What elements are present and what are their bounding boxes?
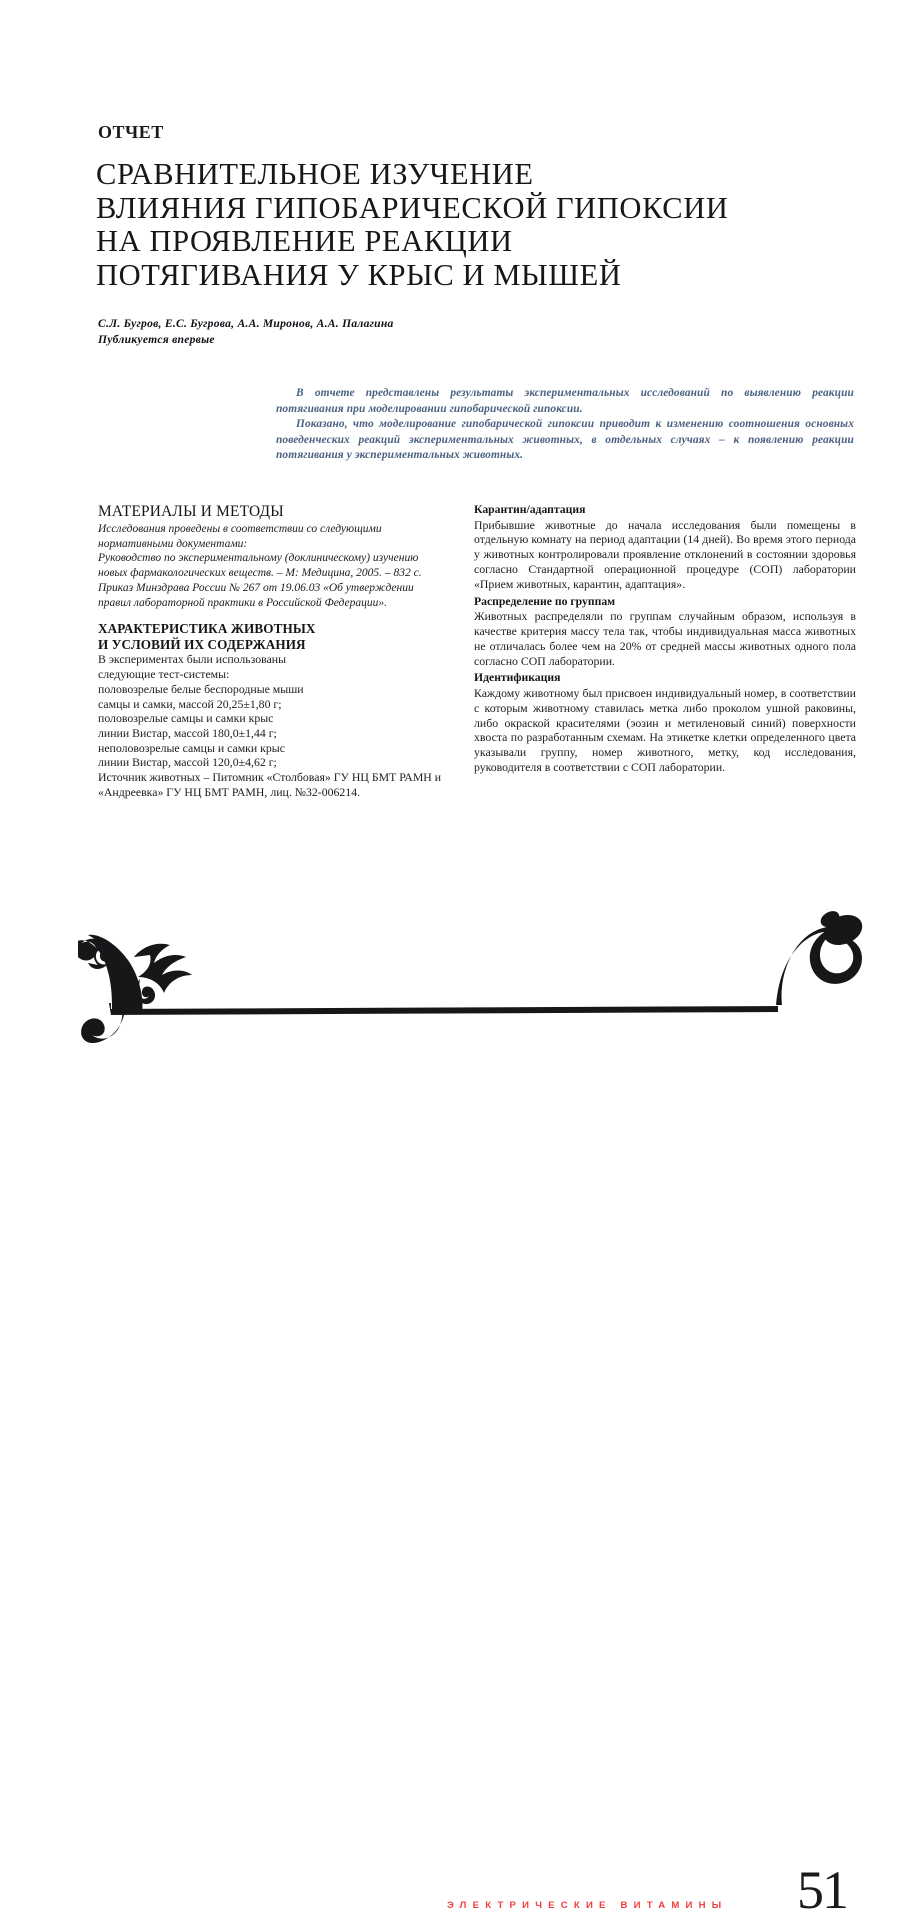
section-heading-animal-characteristics-line1: ХАРАКТЕРИСТИКА ЖИВОТНЫХ (98, 621, 316, 637)
decorative-flourish-icon (78, 905, 868, 1055)
identification-body (474, 686, 856, 775)
right-column (474, 503, 856, 775)
animal-characteristics-section (98, 621, 446, 799)
animals-line-5: половозрелые самцы и самки крыс (98, 711, 274, 726)
title-line-2: ВЛИЯНИЯ ГИПОБАРИЧЕСКОЙ ГИПОКСИИ (96, 190, 729, 225)
left-column (98, 503, 446, 799)
title-line-3: НА ПРОЯВЛЕНИЕ РЕАКЦИИ (96, 224, 513, 258)
methods-intro: Исследования проведены в соответствии со следующими нормативными документами: (98, 523, 382, 550)
title-line-4: ПОТЯГИВАНИЯ У КРЫС И МЫШЕЙ (96, 257, 622, 292)
publication-note: Публикуется впервые (98, 332, 215, 346)
title-line-1: СРАВНИТЕЛЬНОЕ ИЗУЧЕНИЕ (96, 157, 534, 191)
animals-line-8: линии Вистар, массой 120,0±4,62 г; (98, 755, 277, 770)
abstract-paragraph-2: Показано, что моделирование гипобарической гипоксии приводит к изменению соотношения основных поведенческих реакций экспериментальных животных, в отдельных случаях – к появлению реакции потягивания у экспериментальных животных. (276, 418, 854, 462)
abstract-paragraph-1: В отчете представлены результаты экспериментальных исследований по выявлению реакции потягивания при моделировании гипобарической гипоксии. (276, 387, 854, 415)
section-heading-quarantine: Карантин/адаптация (474, 503, 586, 516)
animals-line-6: линии Вистар, массой 180,0±1,44 г; (98, 725, 277, 740)
methods-reference-1: Руководство по экспериментальному (доклиническому) изучению новых фармакологических веществ. – М: Медицина, 2005. – 832 с. (98, 552, 422, 580)
quarantine-text: Прибывшие животные до начала исследования были помещены в отдельную комнату на период адаптации (14 дней). Во время этого периода у животных контролировали проявление отклонений в состоянии здоровья согласно Стандартной операционной процедуре (СОП) лаборатории «Прием животных, карантин, адаптация». (474, 517, 856, 591)
page-number: 51 (797, 1860, 847, 1920)
methods-reference-2: Приказ Минздрава России № 267 от 19.06.03 «Об утверждении правил лабораторной практики в Российской Федерации». (98, 581, 414, 609)
section-heading-materials-methods: МАТЕРИАЛЫ И МЕТОДЫ (98, 503, 284, 520)
magazine-brand-label: ЭЛЕКТРИЧЕСКИЕ ВИТАМИНЫ (447, 1900, 728, 1911)
section-heading-identification: Идентификация (474, 671, 561, 685)
author-block (98, 316, 394, 347)
materials-methods-body (98, 522, 446, 610)
animals-line-2: следующие тест-системы: (98, 667, 230, 682)
page-footer (0, 905, 900, 1920)
group-distribution-text: Животных распределяли по группам случайным образом, используя в качестве критерия массу тела так, чтобы индивидуальная масса животных не отличалась более чем на 20% от средней массы животных одного пола согласно СОП лаборатории. (474, 609, 856, 668)
identification-text: Каждому животному был присвоен индивидуальный номер, в соответствии с которым животному ставилась метка либо проколом ушной раковины, либо окраской красителями (эозин и метиленовый синий) поверхности хвоста по разработанным схемам. На этикетке клетки определенного цвета указывали группу, номер животного, метку, код исследования, руководителя в соответствии с СОП лаборатории. (474, 685, 856, 774)
animals-line-3: половозрелые белые беспородные мыши (98, 681, 304, 696)
animals-line-4: самцы и самки, массой 20,25±1,80 г; (98, 696, 282, 711)
group-distribution-body (474, 609, 856, 668)
article-kicker: ОТЧЕТ (98, 122, 164, 142)
section-heading-animal-characteristics-line2: И УСЛОВИЙ ИХ СОДЕРЖАНИЯ (98, 636, 306, 652)
quarantine-body (474, 518, 856, 592)
page-title (96, 158, 866, 292)
animals-line-1: В экспериментах были использованы (98, 652, 287, 667)
animals-line-7: неполовозрелые самцы и самки крыс (98, 740, 285, 755)
section-heading-group-distribution: Распределение по группам (474, 594, 616, 608)
animal-characteristics-body (98, 652, 446, 799)
animals-source: Источник животных – Питомник «Столбовая» ГУ НЦ БМТ РАМН и «Андреевка» ГУ НЦ БМТ РАМН, лиц. №32-006214. (98, 770, 442, 799)
author-list: С.Л. Бугров, Е.С. Бугрова, А.А. Миронов, А.А. Палагина (98, 317, 394, 330)
abstract-block (276, 386, 854, 464)
